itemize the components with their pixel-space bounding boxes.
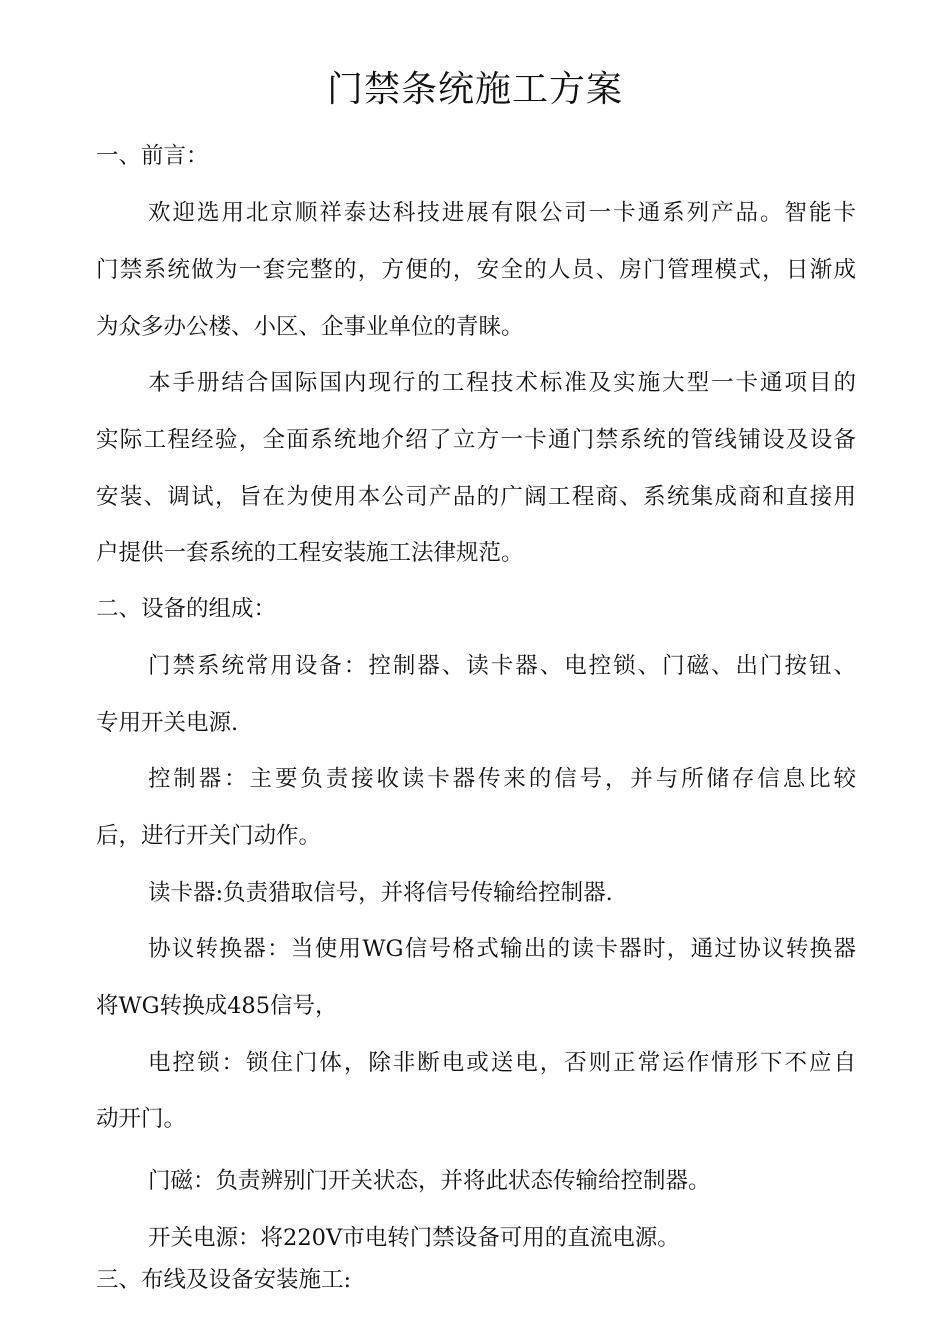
document-title: 门禁条统施工方案 [326, 69, 623, 110]
paragraph-line: 门磁：负责辨别门开关状态，并将此状态传输给控制器。 [148, 1168, 711, 1194]
paragraph-line: 户提供一套系统的工程安装施工法律规范。 [96, 540, 524, 566]
paragraph-line: 电控锁：锁住门体，除非断电或送电，否则正常运作情形下不应自 [148, 1050, 856, 1076]
paragraph-line: 动开门。 [96, 1106, 187, 1132]
section-heading-equipment: 二、设备的组成： [96, 596, 277, 622]
section-heading-preface: 一、前言： [96, 143, 209, 169]
paragraph-line: 将WG转换成485信号， [96, 993, 338, 1019]
paragraph-line: 开关电源：将220V市电转门禁设备可用的直流电源。 [148, 1225, 680, 1251]
paragraph-line: 读卡器:负责猎取信号，并将信号传输给控制器. [148, 880, 613, 906]
paragraph-line: 门禁系统做为一套完整的，方便的，安全的人员、房门管理模式，日渐成 [96, 257, 856, 283]
paragraph-line: 安装、调试，旨在为使用本公司产品的广阔工程商、系统集成商和直接用 [96, 484, 856, 510]
paragraph-line: 欢迎选用北京顺祥泰达科技进展有限公司一卡通系列产品。智能卡 [148, 200, 856, 226]
paragraph-line: 控制器：主要负责接收读卡器传来的信号，并与所储存信息比较 [148, 766, 856, 792]
paragraph-line: 实际工程经验，全面系统地介绍了立方一卡通门禁系统的管线铺设及设备 [96, 427, 856, 453]
section-heading-wiring: 三、布线及设备安装施工: [96, 1267, 352, 1293]
paragraph-line: 专用开关电源. [96, 710, 239, 736]
paragraph-line: 为众多办公楼、小区、企事业单位的青睐。 [96, 314, 524, 340]
paragraph-line: 后，进行开关门动作。 [96, 823, 322, 849]
paragraph-line: 门禁系统常用设备：控制器、读卡器、电控锁、门磁、出门按钮、 [148, 653, 856, 679]
paragraph-line: 协议转换器：当使用WG信号格式输出的读卡器时，通过协议转换器 [148, 936, 856, 962]
paragraph-line: 本手册结合国际国内现行的工程技术标准及实施大型一卡通项目的 [148, 370, 856, 396]
